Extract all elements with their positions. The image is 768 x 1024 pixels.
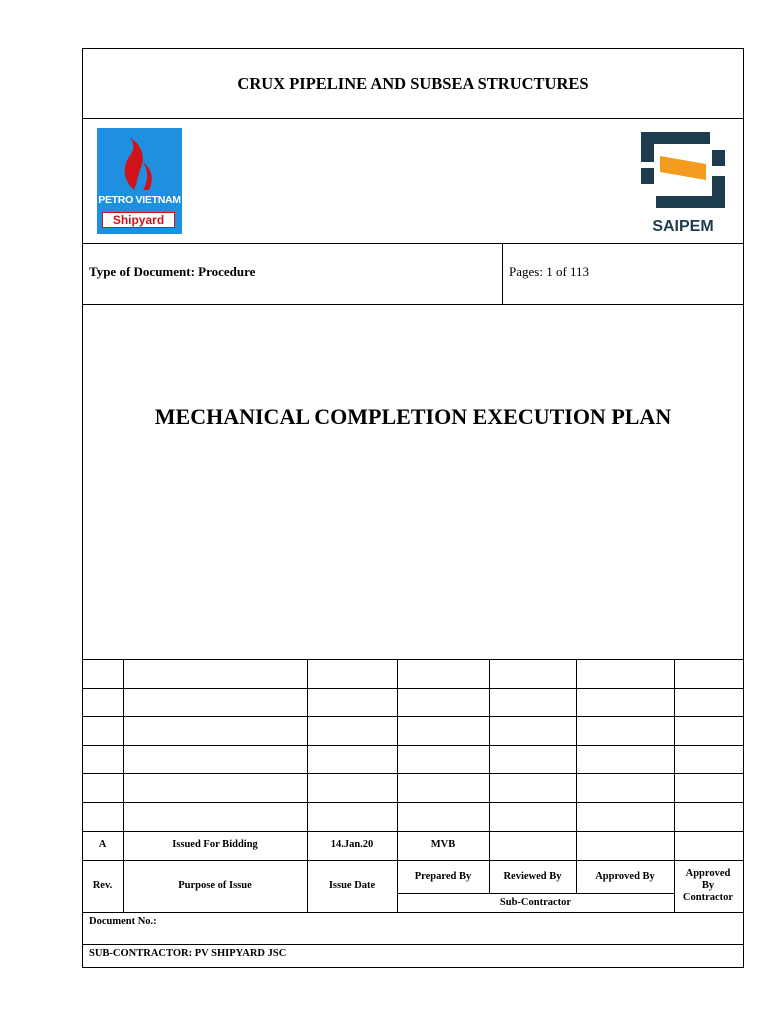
table-row-rule — [82, 802, 744, 803]
rule-below-logos — [82, 243, 744, 244]
document-title: MECHANICAL COMPLETION EXECUTION PLAN — [154, 404, 672, 429]
prepared-by-header: Prepared By — [414, 871, 472, 882]
document-no-rule — [82, 944, 744, 945]
shipyard-badge: Shipyard — [102, 212, 175, 228]
petrovietnam-shipyard-logo — [97, 128, 182, 234]
purpose-header: Purpose of Issue — [178, 880, 252, 891]
saipem-mark-icon — [638, 128, 728, 212]
sub-contractor-line: SUB-CONTRACTOR: PV SHIPYARD JSC — [89, 948, 287, 959]
rev-header: Rev. — [92, 880, 113, 891]
table-col-rule — [576, 659, 577, 893]
rule-below-header — [82, 118, 744, 119]
table-top-rule — [82, 659, 744, 660]
saipem-logo — [638, 128, 728, 238]
purpose-cell: Issued For Bidding — [172, 839, 258, 850]
type-of-document: Type of Document: Procedure — [89, 264, 256, 279]
flame-icon — [97, 128, 182, 194]
table-row-rule — [82, 745, 744, 746]
approved-by-contractor-header: Approved By Contractor — [682, 868, 734, 903]
issue-date-header: Issue Date — [328, 880, 376, 891]
table-col-rule — [674, 659, 675, 912]
document-number-label: Document No.: — [89, 916, 157, 927]
reviewed-by-header: Reviewed By — [503, 871, 562, 882]
table-row-rule — [82, 860, 744, 861]
prepared-by-cell: MVB — [430, 839, 456, 850]
sub-contractor-header: Sub-Contractor — [499, 897, 572, 908]
table-col-rule — [307, 659, 308, 912]
page-count: Pages: 1 of 113 — [509, 264, 590, 279]
sub-contractor-rule — [397, 893, 674, 894]
approved-by-header: Approved By — [595, 871, 655, 882]
issue-date-cell: 14.Jan.20 — [330, 839, 374, 850]
table-row-rule — [82, 831, 744, 832]
doc-info-divider — [502, 243, 503, 304]
table-row-rule — [82, 773, 744, 774]
saipem-wordmark: SAIPEM — [652, 218, 714, 235]
table-col-rule — [489, 659, 490, 893]
table-row-rule — [82, 688, 744, 689]
petrovietnam-wordmark: PETRO VIETNAM — [98, 194, 181, 206]
project-title: CRUX PIPELINE AND SUBSEA STRUCTURES — [237, 74, 589, 93]
rev-cell: A — [98, 839, 107, 850]
table-row-rule — [82, 716, 744, 717]
table-col-rule — [123, 659, 124, 912]
rule-below-doc-info — [82, 304, 744, 305]
table-bottom-rule — [82, 912, 744, 913]
